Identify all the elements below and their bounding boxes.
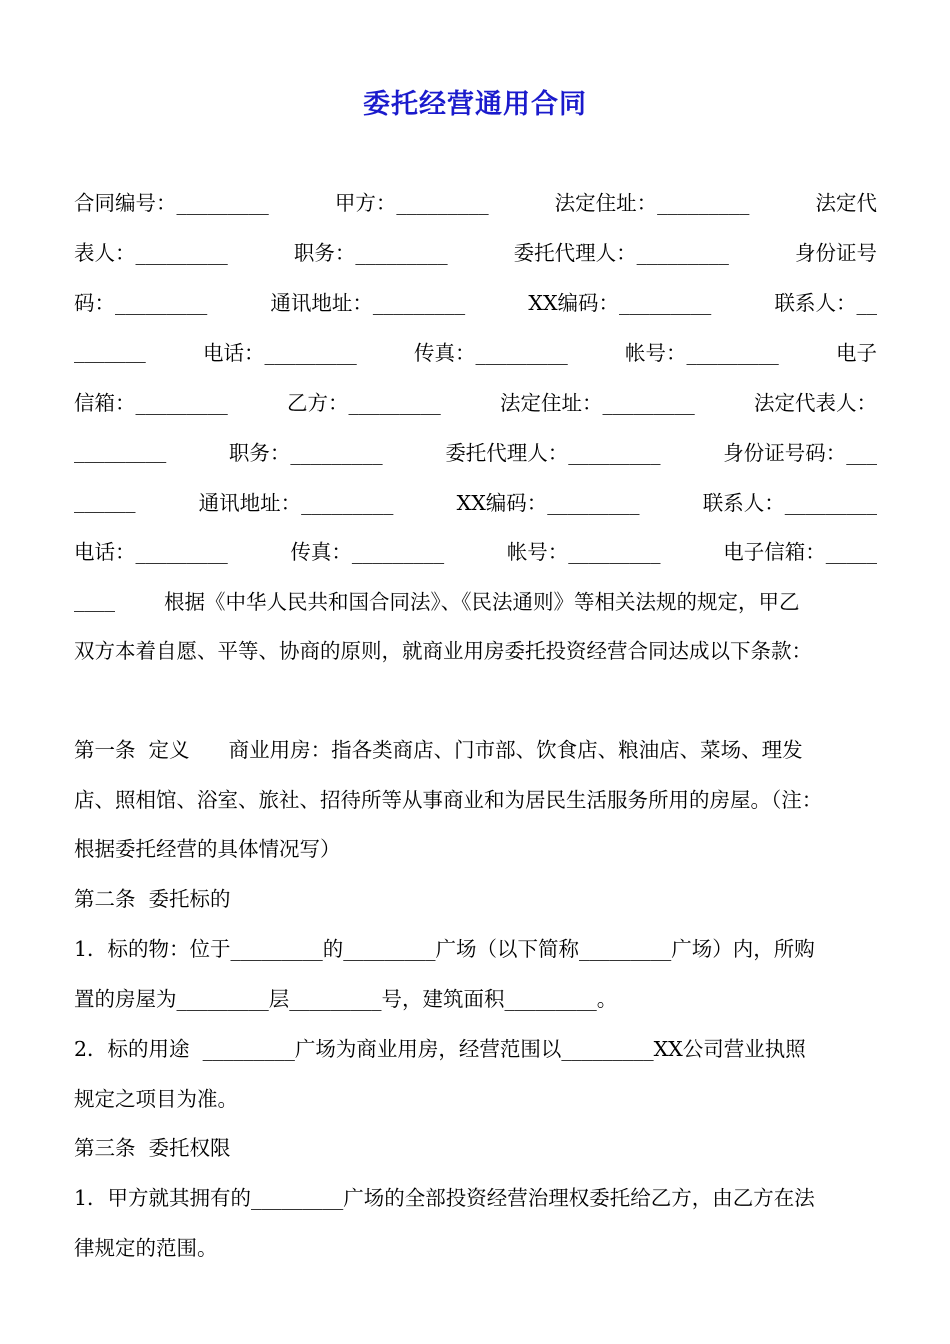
party-line-2 <box>74 236 877 266</box>
field-legal-address-b: 法定住址：_________ <box>500 391 695 415</box>
party-line-1 <box>74 186 877 216</box>
field-contract-no: 合同编号：_________ <box>74 191 269 215</box>
party-line-7 <box>74 486 877 516</box>
article-3-heading: 第三条 委托权限 <box>74 1136 231 1160</box>
article-3-item-1-cont: 律规定的范围。 <box>74 1236 218 1260</box>
article-2-item-1: 1．标的物：位于_________的_________广场（以下简称_________广场）内，所购 <box>74 937 815 961</box>
field-account-b: 帐号：_________ <box>506 540 661 564</box>
field-email-b-cont: ____ <box>74 588 115 612</box>
field-id-start: 身份证号 <box>794 241 877 265</box>
field-email-b: 电子信箱：_____ <box>723 540 877 564</box>
field-legal-rep-start: 法定代 <box>815 191 877 215</box>
article-2-heading: 第二条 委托标的 <box>74 887 231 911</box>
field-phone-b: 电话：_________ <box>74 540 228 564</box>
article-2-item-2-cont: 规定之项目为准。 <box>74 1087 238 1111</box>
article-1-line-1: 第一条 定义 商业用房：指各类商店、门市部、饮食店、粮油店、菜场、理发 <box>74 738 803 762</box>
field-legal-rep-b: 法定代表人： <box>754 391 877 415</box>
field-party-a: 甲方：_________ <box>334 191 489 215</box>
party-line-3 <box>74 286 877 316</box>
preamble-line: 双方本着自愿、平等、协商的原则，就商业用房委托投资经营合同达成以下条款： <box>74 639 812 663</box>
article-1-line-3: 根据委托经营的具体情况写） <box>74 837 341 861</box>
field-position: 职务：_________ <box>293 241 448 265</box>
field-postcode: XX编码：_________ <box>528 291 712 315</box>
field-agent: 委托代理人：_________ <box>513 241 729 265</box>
field-agent-b: 委托代理人：_________ <box>445 441 661 465</box>
field-contact: 联系人：__ <box>774 291 877 315</box>
article-1-line-2: 店、照相馆、浴室、旅社、招待所等从事商业和为居民生活服务所用的房屋。（注： <box>74 788 823 812</box>
party-line-9 <box>74 585 877 615</box>
field-phone: 电话：_________ <box>203 341 357 365</box>
party-line-6 <box>74 436 877 466</box>
field-legal-rep-b-blank: _________ <box>74 439 167 463</box>
field-legal-address: 法定住址：_________ <box>554 191 750 215</box>
field-mail-address: 通讯地址：_________ <box>270 291 466 315</box>
field-position-b: 职务：_________ <box>228 441 383 465</box>
party-line-4 <box>74 336 877 366</box>
field-email-start: 电子 <box>836 341 877 365</box>
field-mail-address-b: 通讯地址：_________ <box>198 491 394 515</box>
field-fax-b: 传真：_________ <box>290 540 445 564</box>
field-id-b: 身份证号码：___ <box>723 441 877 465</box>
field-legal-rep-end: 表人：_________ <box>74 241 228 265</box>
article-2-item-1-cont: 置的房屋为_________层_________号，建筑面积_________。 <box>74 987 618 1011</box>
field-fax: 传真：_________ <box>414 341 568 365</box>
field-contact-cont: _______ <box>74 339 146 363</box>
field-email-end: 信箱：_________ <box>74 391 228 415</box>
field-postcode-b: XX编码：_________ <box>456 491 640 515</box>
party-line-8 <box>74 535 877 565</box>
party-line-5 <box>74 386 877 416</box>
field-id-end: 码：_________ <box>74 291 208 315</box>
field-id-b-cont: ______ <box>74 489 136 513</box>
preamble-start: 根据《中华人民共和国合同法》、《民法通则》等相关法规的规定，甲乙 <box>164 590 800 614</box>
field-party-b: 乙方：_________ <box>287 391 441 415</box>
field-contact-b: 联系人：_________ <box>702 491 877 515</box>
field-account: 帐号：_________ <box>625 341 779 365</box>
article-3-item-1: 1．甲方就其拥有的_________广场的全部投资经营治理权委托给乙方，由乙方在法 <box>74 1186 815 1210</box>
document-title: 委托经营通用合同 <box>363 89 587 120</box>
article-2-item-2: 2．标的用途 _________广场为商业用房，经营范围以_________XX公司营业执照 <box>74 1037 806 1061</box>
